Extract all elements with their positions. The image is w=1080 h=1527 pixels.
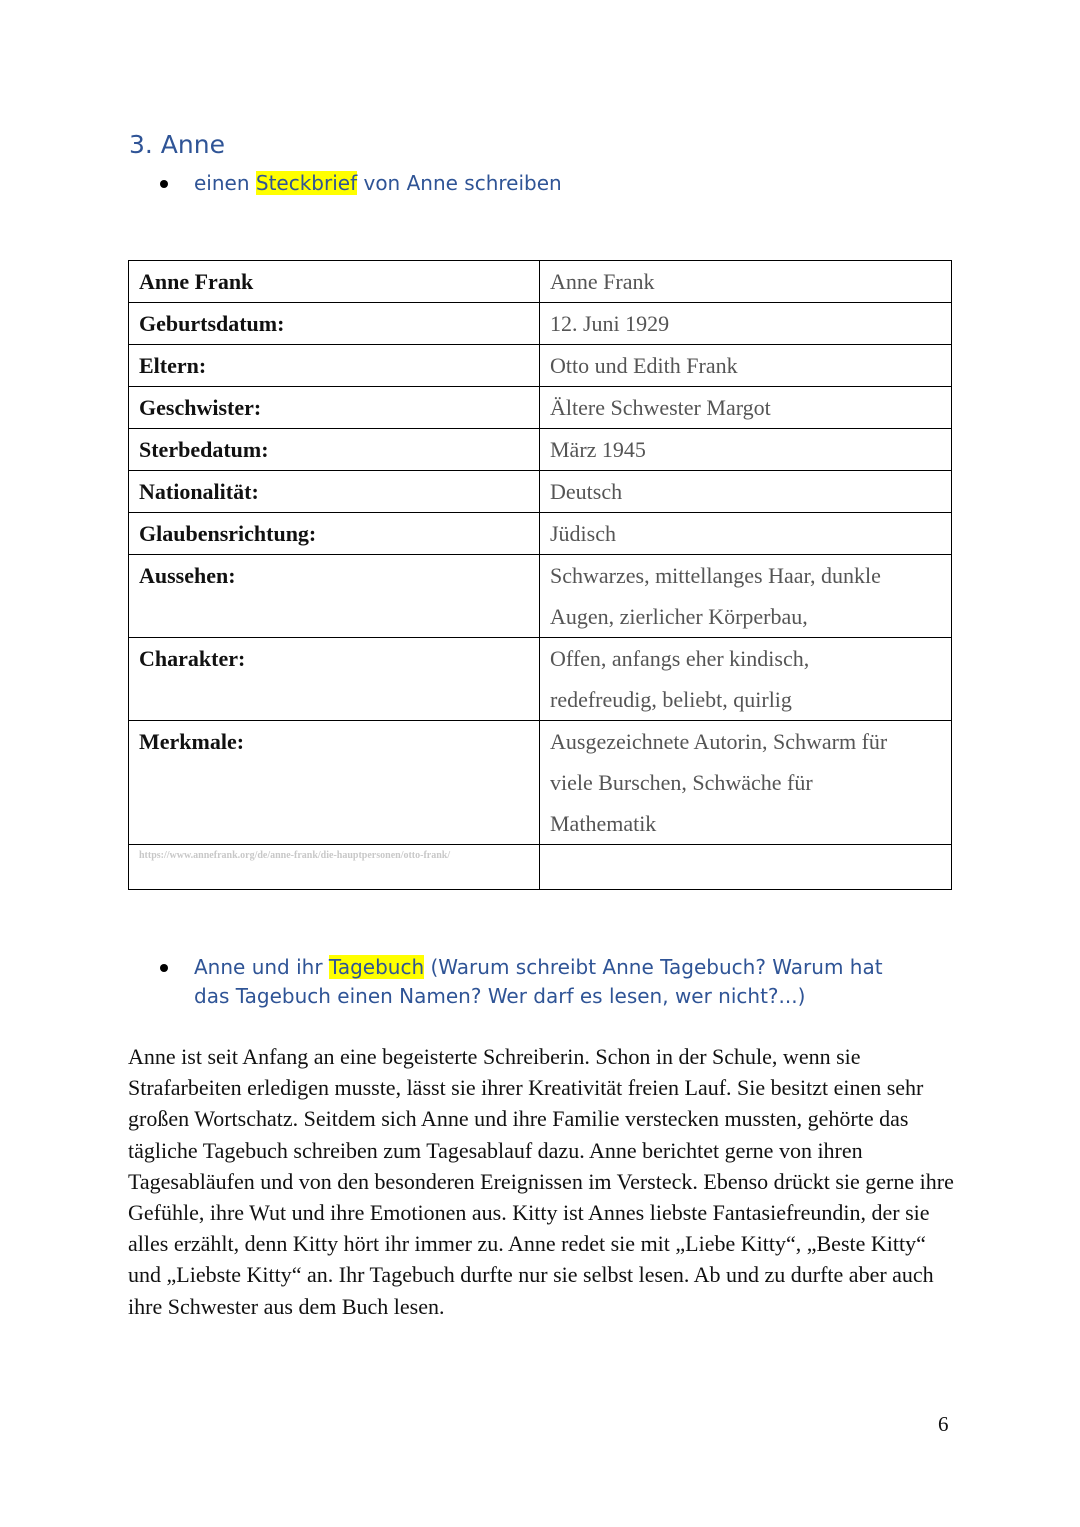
row-label: Aussehen:	[129, 555, 540, 638]
row-value	[540, 513, 952, 555]
table-row	[129, 513, 952, 555]
row-label: Anne Frank	[129, 261, 540, 303]
source-url: https://www.annefrank.org/de/anne-frank/die-hauptpersonen/otto-frank/	[139, 850, 451, 861]
row-label: Geburtsdatum:	[129, 303, 540, 345]
row-value	[540, 638, 952, 721]
row-value-line: Ältere Schwester Margot	[550, 395, 771, 420]
row-label: Geschwister:	[129, 387, 540, 429]
profile-table	[128, 260, 952, 890]
row-value	[540, 555, 952, 638]
row-value	[540, 471, 952, 513]
table-row	[129, 429, 952, 471]
row-value-line: redefreudig, beliebt, quirlig	[550, 687, 792, 712]
bullet-text	[194, 953, 914, 1011]
row-label: Nationalität:	[129, 471, 540, 513]
row-value	[540, 721, 952, 845]
row-value	[540, 261, 952, 303]
source-row	[129, 845, 952, 890]
table-row	[129, 721, 952, 845]
source-cell	[129, 845, 540, 890]
row-value-line: Offen, anfangs eher kindisch,	[550, 646, 810, 671]
row-label: Glaubensrichtung:	[129, 513, 540, 555]
bullet-dot	[160, 964, 168, 972]
row-label: Merkmale:	[129, 721, 540, 845]
bullet-text-before: Anne und ihr	[194, 955, 329, 979]
section-title: 3. Anne	[129, 130, 225, 159]
table-row	[129, 387, 952, 429]
row-value-line: Augen, zierlicher Körperbau,	[550, 604, 808, 629]
row-value-line: viele Burschen, Schwäche für	[550, 770, 813, 795]
body-paragraph: Anne ist seit Anfang an eine begeisterte Schreiberin. Schon in der Schule, wenn sie Strafarbeiten erledigen musste, lässt sie ihrer Kreativität freien Lauf. Sie besitzt einen sehr großen Wortschatz. Seitdem sich Anne und ihre Familie verstecken mussten, gehörte das tägliche Tagebuch schreiben zum Tagesablauf dazu. Anne berichtet gerne von ihren Tagesabläufen und von den besonderen Ereignissen im Versteck. Ebenso drückt sie gerne ihre Gefühle, ihre Wut und ihre Emotionen aus. Kitty ist Annes liebste Fantasiefreundin, der sie alles erzählt, denn Kitty hört ihr immer zu. Anne redet sie mit „Liebe Kitty“, „Beste Kitty“ und „Liebste Kitty“ an. Ihr Tagebuch durfte nur sie selbst lesen. Ab und zu durfte aber auch ihre Schwester aus dem Buch lesen.	[128, 1044, 954, 1319]
row-value-line: Mathematik	[550, 811, 657, 836]
table-row	[129, 303, 952, 345]
table-row	[129, 345, 952, 387]
highlighted-word: Steckbrief	[255, 171, 358, 195]
row-value-line: Otto und Edith Frank	[550, 353, 738, 378]
row-value-line: Deutsch	[550, 479, 623, 504]
row-value-line: Schwarzes, mittellanges Haar, dunkle	[550, 563, 881, 588]
page-number: 6	[938, 1412, 949, 1436]
bullet-text-before: einen	[194, 171, 256, 195]
row-label: Sterbedatum:	[129, 429, 540, 471]
bullet-text	[194, 169, 914, 198]
row-value-line: Ausgezeichnete Autorin, Schwarm für	[550, 729, 888, 754]
row-value	[540, 345, 952, 387]
row-value-line: Anne Frank	[550, 269, 655, 294]
empty-cell	[540, 845, 952, 890]
table-row	[129, 261, 952, 303]
row-value-line: März 1945	[550, 437, 646, 462]
bullet-text-after: (Warum schreibt Anne Tagebuch? Warum hat das Tagebuch einen Namen? Wer darf es lesen, wer nicht?...)	[194, 955, 883, 1008]
bullet-text-after: von Anne schreiben	[357, 171, 562, 195]
row-value	[540, 387, 952, 429]
row-value-line: 12. Juni 1929	[550, 311, 670, 336]
highlighted-word: Tagebuch	[328, 955, 425, 979]
table-row	[129, 555, 952, 638]
table-row	[129, 471, 952, 513]
row-label: Charakter:	[129, 638, 540, 721]
row-value-line: Jüdisch	[550, 521, 616, 546]
row-value	[540, 429, 952, 471]
bullet-dot	[160, 180, 168, 188]
row-label: Eltern:	[129, 345, 540, 387]
profile-table-body	[129, 261, 952, 890]
table-row	[129, 638, 952, 721]
row-value	[540, 303, 952, 345]
